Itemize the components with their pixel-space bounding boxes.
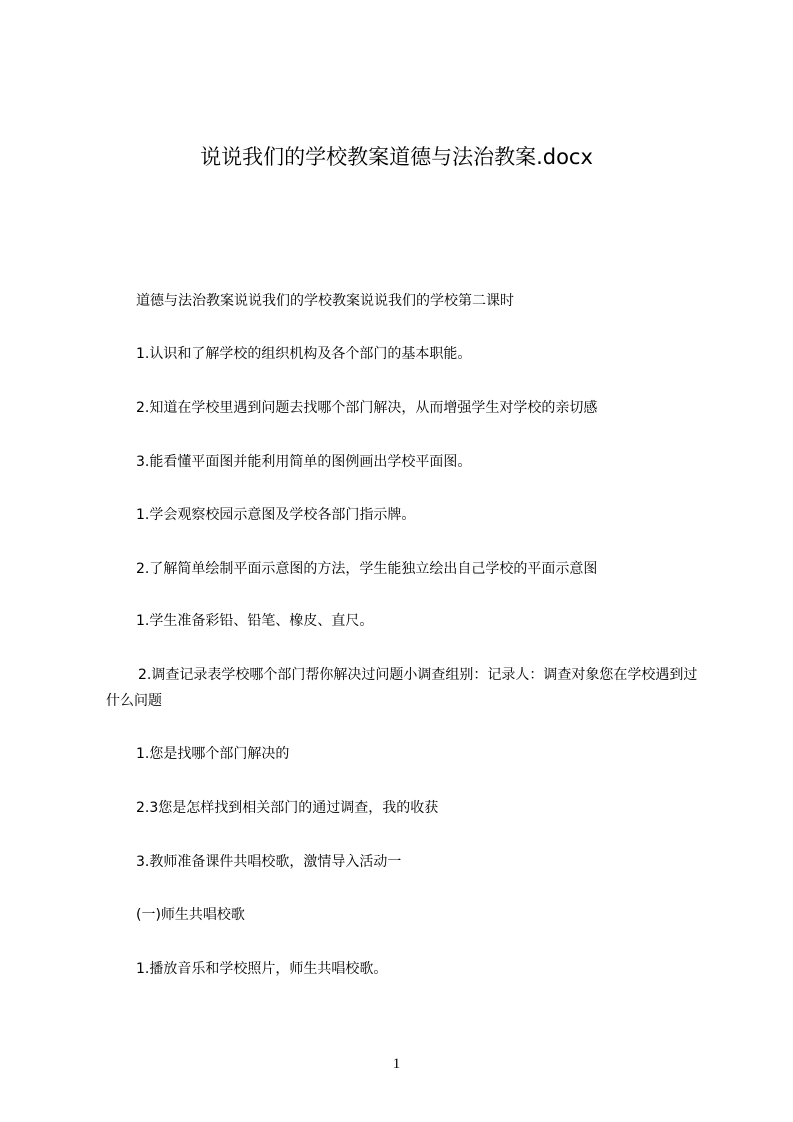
paragraph-goal-1: 1.认识和了解学校的组织机构及各个部门的基本职能。 [136, 346, 472, 362]
document-title: 说说我们的学校教案道德与法治教案.docx [200, 145, 593, 169]
paragraph-prep-2: 2.调查记录表学校哪个部门帮你解决过问题小调查组别：记录人：调查对象您在学校遇到过什么问题 [106, 667, 698, 709]
paragraph-prep-1: 1.学生准备彩铅、铅笔、橡皮、直尺。 [136, 613, 374, 629]
paragraph-survey-2: 2.3您是怎样找到相关部门的通过调查，我的收获 [136, 800, 439, 816]
paragraph-activity-step-1: 1.播放音乐和学校照片，师生共唱校歌。 [136, 961, 388, 977]
paragraph-key-point-2: 2.了解简单绘制平面示意图的方法，学生能独立绘出自己学校的平面示意图 [136, 561, 598, 577]
paragraph-lesson-heading: 道德与法治教案说说我们的学校教案说说我们的学校第二课时 [136, 293, 514, 309]
paragraph-survey-1: 1.您是找哪个部门解决的 [136, 746, 290, 762]
paragraph-activity-heading: (一)师生共唱校歌 [136, 907, 245, 923]
paragraph-prep-3: 3.教师准备课件共唱校歌，激情导入活动一 [136, 854, 402, 870]
paragraph-goal-3: 3.能看懂平面图并能利用简单的图例画出学校平面图。 [136, 454, 472, 470]
paragraph-goal-2: 2.知道在学校里遇到问题去找哪个部门解决，从而增强学生对学校的亲切感 [136, 400, 598, 416]
paragraph-key-point-1: 1.学会观察校园示意图及学校各部门指示牌。 [136, 507, 416, 523]
page-number: 1 [392, 1056, 401, 1072]
